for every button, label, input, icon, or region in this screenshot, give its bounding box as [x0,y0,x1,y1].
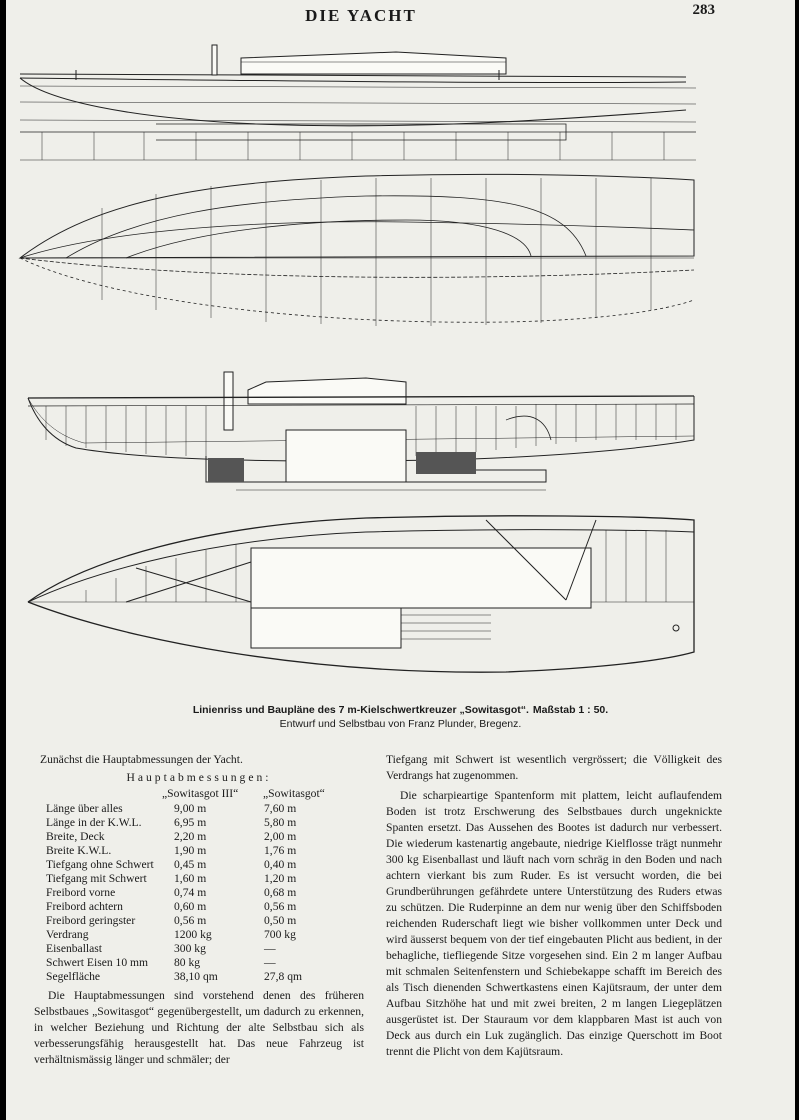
row-label: Tiefgang ohne Schwert [46,858,154,871]
table-row [34,956,364,970]
row-label: Freibord geringster [46,914,136,927]
row-value-2: 0,56 m [264,900,297,913]
row-label: Länge in der K.W.L. [46,816,142,829]
row-value-2: 27,8 qm [264,970,303,983]
row-label: Tiefgang mit Schwert [46,872,147,885]
row-value-2: 700 kg [264,928,296,941]
table-row [34,886,364,900]
row-value-2: — [264,942,276,955]
table-row [34,830,364,844]
construction-profile-drawing [28,372,694,490]
column-header-sowitasgot: „Sowitasgot“ [263,787,325,800]
row-value-1: 80 kg [174,956,201,969]
row-value-2: 2,00 m [264,830,297,843]
table-row [34,942,364,956]
left-column [34,752,364,1068]
dimensions-table [34,802,364,984]
table-row [34,914,364,928]
table-row [34,872,364,886]
right-column [386,752,722,1060]
row-value-2: 1,76 m [264,844,297,857]
caption-scale: Maßstab 1 : 50. [532,704,609,716]
column-header-sowitasgot-iii: „Sowitasgot III“ [162,787,239,800]
running-header: DIE YACHT [305,6,417,25]
page-number: 283 [692,2,715,18]
row-value-1: 9,00 m [174,802,207,815]
intro-text: Zunächst die Hauptabmessungen der Yacht. [40,753,243,766]
deck-plan-drawing [28,516,694,672]
row-label: Breite, Deck [46,830,105,843]
table-title: Hauptabmessungen: [126,771,272,784]
row-value-1: 1,90 m [174,844,207,857]
caption-title: Linienriss und Baupläne des 7 m-Kielschwertkreuzer „Sowitasgot“. [192,704,529,716]
row-label: Schwert Eisen 10 mm [46,956,149,969]
row-value-2: 0,40 m [264,858,297,871]
sheer-plan-drawing [20,45,696,160]
row-value-1: 1200 kg [174,928,212,941]
row-value-1: 0,74 m [174,886,207,899]
row-label: Segelfläche [46,970,101,983]
row-value-2: — [264,956,276,969]
row-value-1: 0,45 m [174,858,207,871]
row-value-1: 1,60 m [174,872,207,885]
row-value-2: 0,68 m [264,886,297,899]
left-paragraph: Die Hauptabmessungen sind vorstehend denen des früheren Selbstbaues „Sowitasgot“ gegenübergestellt, um dadurch zu erkennen, in welcher Beziehung und Richtung der alte Selbstbau sich als verbesserungsfähig herausgestellt hat. Das neue Fahrzeug ist verhältnismässig länger und schmäler; der [34,989,364,1066]
row-value-1: 6,95 m [174,816,207,829]
table-row [34,858,364,872]
row-label: Verdrang [46,928,89,941]
row-label: Freibord achtern [46,900,123,913]
row-label: Eisenballast [46,942,103,955]
table-row [34,802,364,816]
table-header [162,786,364,802]
right-paragraph-1: Tiefgang mit Schwert ist wesentlich vergrössert; die Völligkeit des Verdrangs hat zugenommen. [386,753,722,782]
row-value-2: 1,20 m [264,872,297,885]
table-row [34,900,364,914]
row-value-2: 0,50 m [264,914,297,927]
row-value-2: 5,80 m [264,816,297,829]
row-value-1: 0,60 m [174,900,207,913]
row-value-1: 2,20 m [174,830,207,843]
caption-credit: Entwurf und Selbstbau von Franz Plunder, Bregenz. [279,718,522,730]
right-paragraph-2: Die scharpieartige Spantenform mit plattem, leicht auflaufendem Boden ist trotz Erschwerung des Selbstbaues durch ungeknickte Spanten ersetzt. Das Aussehen des Bootes ist dadurch nur verbessert. Die wiederum kastenartig angebaute, niedrige Kielflosse trägt nunmehr 300 kg Eisenballast und läuft nach vorn schräg in den Boden und nach achtern vierkant bis zum Ruder. Es ist versucht worden, die bei Grundberührungen gefährdete untere Unterstützung des Ruders etwas zu schützen. Die Ruderpinne an dem nur wenig über den Schiffsboden reichenden Ruderschaft liegt wie bisher vollkommen unter Deck und wird äusserst bequem von der tief eingebauten Plicht aus bedient, in der behagliche, tiefliegende Sitze vorgesehen sind. Ein 2 m langer Aufbau mit schmalen Seitenfenstern und Schiebekappe schafft im Bereich des als Tisch dienenden Schwertkastens einen Kajütsraum, der unter dem Aufbau Sitzhöhe hat und mit zwei breiten, 2 m langen Liegeplätzen ausgerüstet ist. Der Stauraum vor dem klappbaren Mast ist auch von Deck aus durch ein Luk zugänglich. Das einzige Querschott im Boot trennt die Plicht von dem Kajütsraum. [386,789,722,1058]
row-value-1: 300 kg [174,942,206,955]
table-row [34,928,364,942]
row-label: Freibord vorne [46,886,116,899]
half-breadth-plan-drawing [20,174,694,326]
table-row [34,970,364,984]
row-label: Breite K.W.L. [46,844,112,857]
page [6,0,795,1120]
table-row [34,816,364,830]
row-value-2: 7,60 m [264,802,297,815]
row-value-1: 0,56 m [174,914,207,927]
table-row [34,844,364,858]
yacht-plans-figure [6,0,795,700]
figure-caption [6,703,795,731]
row-label: Länge über alles [46,802,123,815]
row-value-1: 38,10 qm [174,970,218,983]
